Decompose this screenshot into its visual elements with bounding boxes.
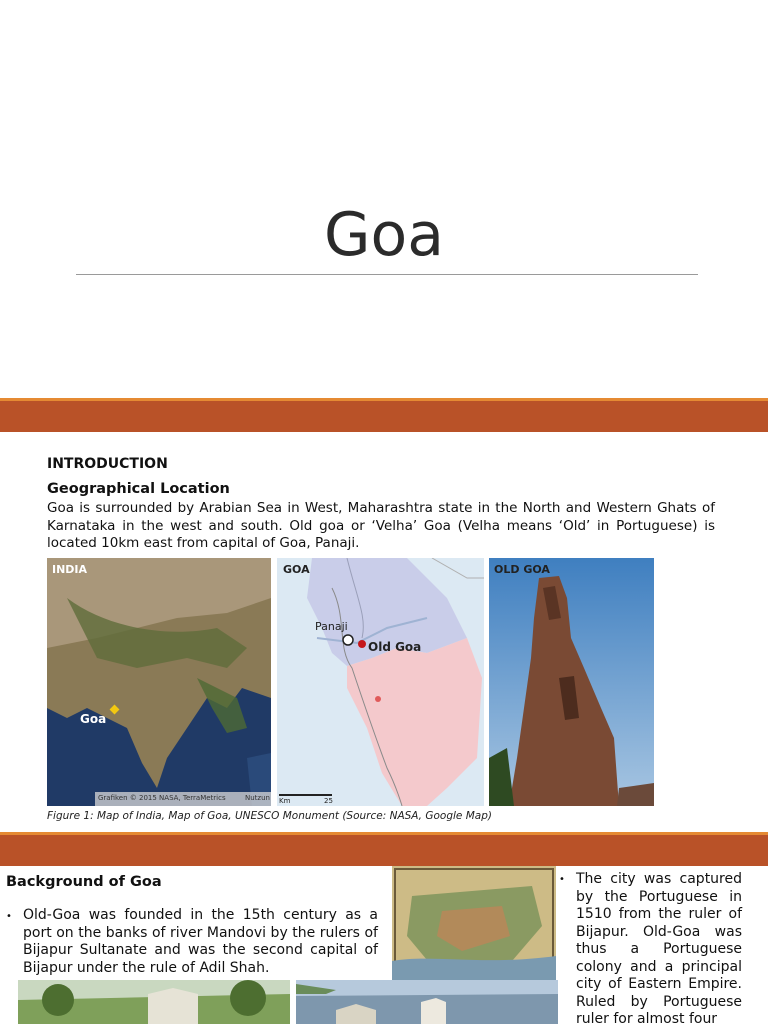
title-divider xyxy=(76,274,698,275)
map-credit: Grafiken © 2015 NASA, TerraMetrics xyxy=(98,794,226,802)
background-heading: Background of Goa xyxy=(6,874,162,890)
intro-slide xyxy=(0,432,768,832)
background-bullet-2: The city was captured by the Portuguese in 1510 from the ruler of Bijapur. Old-Goa was thus a Portuguese colony and a principal city of Eastern Empire. Ruled by Portuguese ruler for almost four xyxy=(576,871,742,1027)
map-credit-2: Nutzun xyxy=(245,794,270,802)
historic-map-image xyxy=(392,866,556,982)
slide-divider-band xyxy=(0,398,768,432)
historic-map-graphic xyxy=(392,866,556,982)
figure-caption: Figure 1: Map of India, Map of Goa, UNESCO Monument (Source: NASA, Google Map) xyxy=(47,810,492,822)
old-goa-photo-label: OLD GOA xyxy=(494,563,550,576)
slide-title: Goa xyxy=(324,200,444,270)
india-label: INDIA xyxy=(52,563,88,576)
scale-value: 25 xyxy=(324,797,333,805)
goa-label: Goa xyxy=(80,712,107,726)
panaji-label: Panaji xyxy=(315,620,348,633)
goa-map-label: GOA xyxy=(283,563,310,576)
india-map-graphic xyxy=(47,558,271,806)
geo-paragraph: Goa is surrounded by Arabian Sea in West, Maharashtra state in the North and Western Ghats of Karnataka in the west and south. Old goa or ‘Velha’ Goa (Velha means ‘Old’ in Portuguese) is located 10km east from capital of Goa, Panaji. xyxy=(47,500,715,551)
bullet-icon: • xyxy=(6,911,12,922)
goa-map xyxy=(277,558,484,806)
city-photo xyxy=(296,980,558,1024)
city-photo-graphic xyxy=(296,980,558,1024)
scale-unit: Km xyxy=(279,797,291,805)
old-goa-label: Old Goa xyxy=(368,640,422,654)
old-goa-photo xyxy=(489,558,654,806)
background-slide xyxy=(0,866,768,1027)
geo-subheading: Geographical Location xyxy=(47,481,230,497)
tower-illustration xyxy=(489,558,654,806)
goa-map-graphic xyxy=(277,558,484,806)
church-photo xyxy=(18,980,290,1024)
intro-heading: INTRODUCTION xyxy=(47,456,168,472)
background-bullet-1: Old-Goa was founded in the 15th century as a port on the banks of river Mandovi by the rulers of Bijapur Sultanate and was the second capital of Bijapur under the rule of Adil Shah. xyxy=(23,907,378,976)
church-photo-graphic xyxy=(18,980,290,1024)
slide-divider-band-2 xyxy=(0,832,768,866)
india-map xyxy=(47,558,271,806)
bullet-icon-2: • xyxy=(559,874,565,885)
